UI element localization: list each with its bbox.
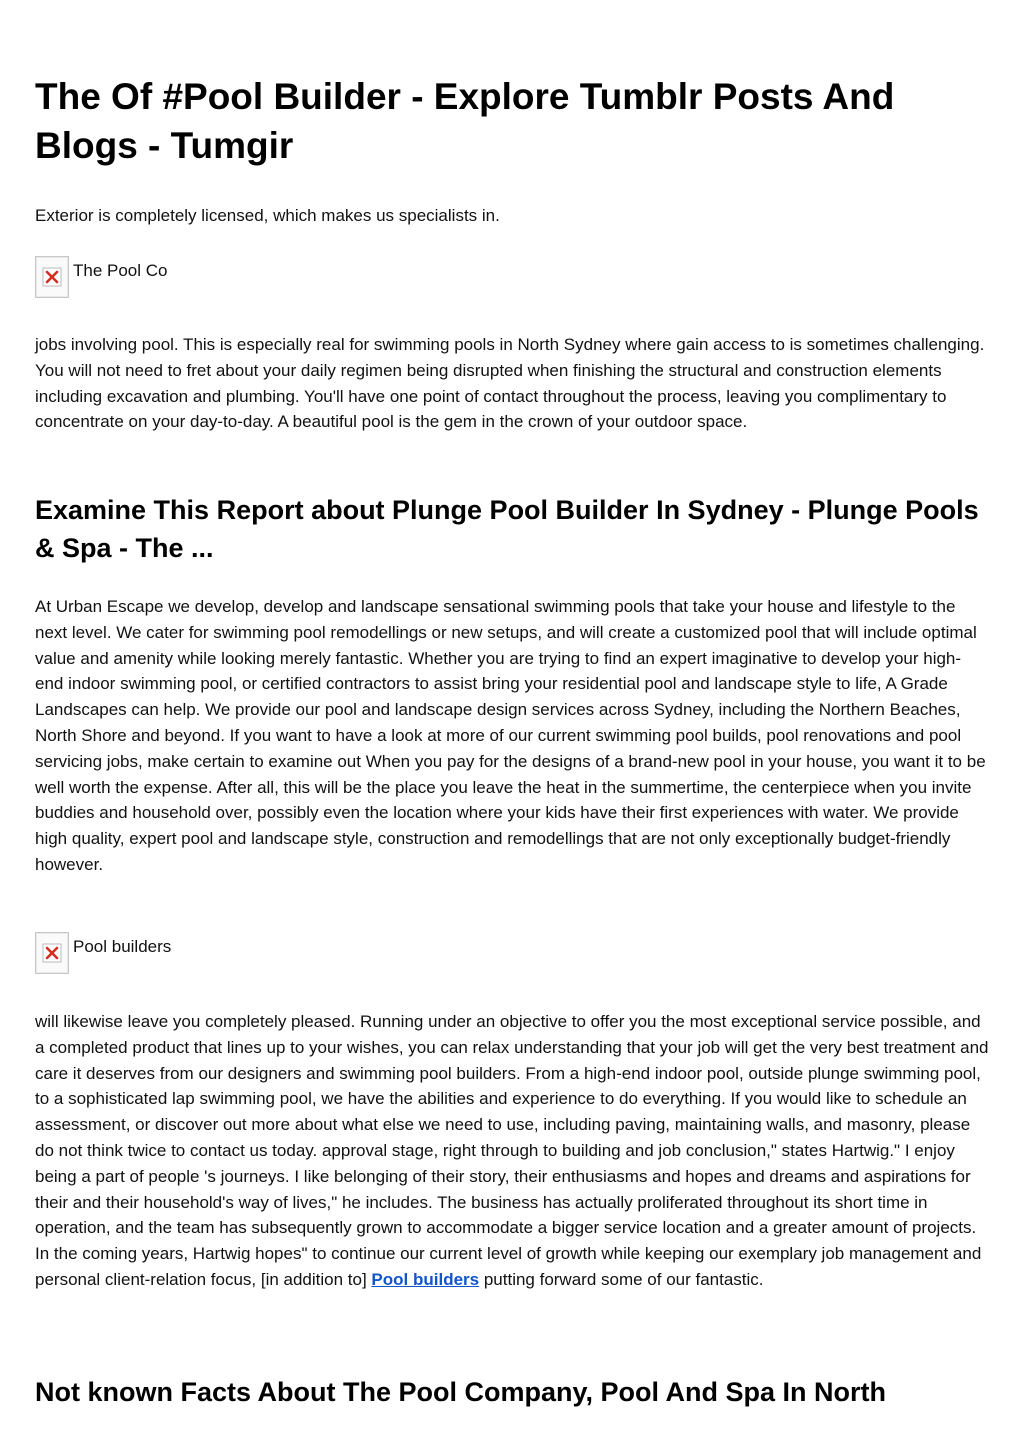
broken-image-icon xyxy=(35,932,69,974)
figure-the-pool-co xyxy=(35,256,168,304)
intro-paragraph: Exterior is completely licensed, which makes us specialists in. xyxy=(35,206,500,225)
broken-image-icon xyxy=(35,256,69,298)
page-title: The Of #Pool Builder - Explore Tumblr Posts And Blogs - Tumgir xyxy=(35,76,895,166)
body-paragraph-1: jobs involving pool. This is especially real for swimming pools in North Sydney where gain access to is sometimes challenging. You will not need to fret about your daily regimen being disrupted when finishing the structural and construction elements including excavation and plumbing. You'll have one point of contact throughout the process, leaving you complimentary to concentrate on your day-to-day. A beautiful pool is the gem in the crown of your outdoor space. xyxy=(35,335,985,432)
section-heading-2: Examine This Report about Plunge Pool Builder In Sydney - Plunge Pools & Spa - The ... xyxy=(35,495,979,563)
body-paragraph-3 xyxy=(35,1009,989,1293)
image-caption: Pool builders xyxy=(73,937,172,956)
section-heading-3: Not known Facts About The Pool Company, Pool And Spa In North xyxy=(35,1377,886,1407)
paragraph-text: will likewise leave you completely pleased. Running under an objective to offer you the most exceptional service possible, and a completed product that lines up to your wishes, you can relax understanding that your job will get the very best treatment and care it deserves from our designers and swimming pool builders. From a high-end indoor pool, outside plunge swimming pool, to a sophisticated lap swimming pool, we have the abilities and experience to do everything. If you would like to schedule an assessment, or discover out more about what else we need to use, including paving, maintaining walls, and masonry, please do not think twice to contact us today. approval stage, right through to building and job conclusion," states Hartwig." I enjoy being a part of people 's journeys. I like belonging of their story, their enthusiasms and hopes and dreams and aspirations for their and their household's way of lives," he includes. The business has actually proliferated throughout its short time in operation, and the team has subsequently grown to accommodate a bigger service location and a greater amount of projects. In the coming years, Hartwig hopes" to continue our current level of growth while keeping our exemplary job management and personal client-relation focus, [in addition to] xyxy=(35,1012,989,1289)
pool-builders-link[interactable]: Pool builders xyxy=(371,1269,480,1289)
paragraph-text: putting forward some of our fantastic. xyxy=(479,1269,764,1289)
figure-pool-builders xyxy=(35,932,171,980)
image-caption: The Pool Co xyxy=(73,261,168,280)
body-paragraph-2: At Urban Escape we develop, develop and landscape sensational swimming pools that take your house and lifestyle to the next level. We cater for swimming pool remodellings or new setups, and will create a customized pool that will include optimal value and amenity while looking merely fantastic. Whether you are trying to find an expert imaginative to develop your high-end indoor swimming pool, or certified contractors to assist bring your residential pool and landscape style to life, A Grade Landscapes can help. We provide our pool and landscape design services across Sydney, including the Northern Beaches, North Shore and beyond. If you want to have a look at more of our current swimming pool builds, pool renovations and pool servicing jobs, make certain to examine out When you pay for the designs of a brand-new pool in your house, you want it to be well worth the expense. After all, this will be the place you leave the heat in the summertime, the centerpiece when you invite buddies and household over, possibly even the location where your kids have their first experiences with water. We provide high quality, expert pool and landscape style, construction and remodellings that are not only exceptionally budget-friendly however. xyxy=(35,597,986,874)
